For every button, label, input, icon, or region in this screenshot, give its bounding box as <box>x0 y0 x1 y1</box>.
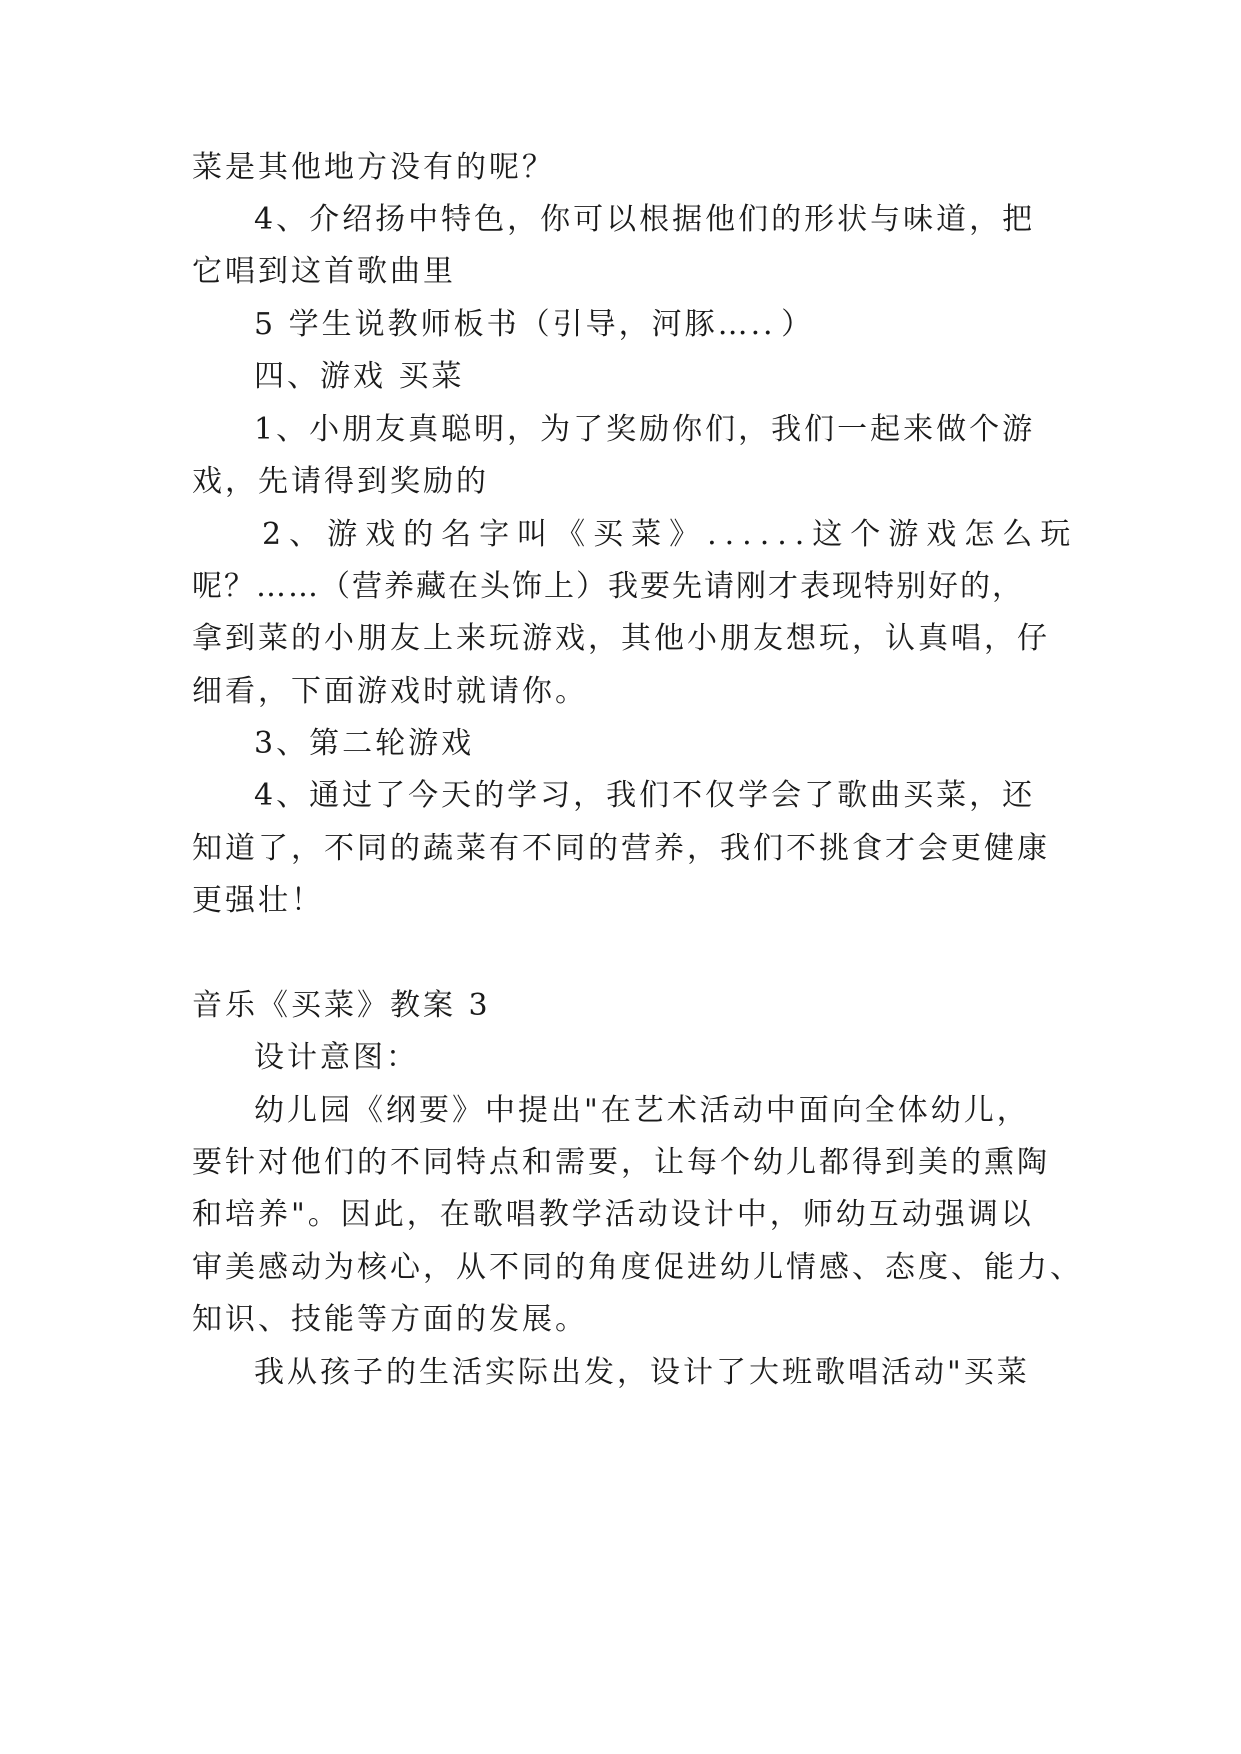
text-line: 审美感动为核心，从不同的角度促进幼儿情感、态度、能力、 <box>192 1250 1083 1285</box>
text-line: 和培养"。因此，在歌唱教学活动设计中，师幼互动强调以 <box>192 1197 1034 1232</box>
text-line: 菜是其他地方没有的呢？ <box>192 150 555 185</box>
text-line: 呢？……（营养藏在头饰上）我要先请刚才表现特别好的， <box>192 569 1024 604</box>
section-heading: 四、游戏 买菜 <box>254 359 465 394</box>
text-line: 更强壮！ <box>192 883 324 918</box>
text-line: 它唱到这首歌曲里 <box>192 254 456 289</box>
text-line: 知道了，不同的蔬菜有不同的营养，我们不挑食才会更健康 <box>192 831 1050 866</box>
text-line: 4、通过了今天的学习，我们不仅学会了歌曲买菜，还 <box>254 778 1036 813</box>
text-line: 幼儿园《纲要》中提出"在艺术活动中面向全体幼儿， <box>254 1093 1030 1128</box>
subheading: 设计意图： <box>254 1040 419 1075</box>
text-line: 4、介绍扬中特色，你可以根据他们的形状与味道，把 <box>254 202 1036 237</box>
text-line: 2、游戏的名字叫《买菜》......这个游戏怎么玩 <box>262 517 1079 552</box>
text-line: 知识、技能等方面的发展。 <box>192 1302 588 1337</box>
text-line: 细看，下面游戏时就请你。 <box>192 674 588 709</box>
text-line: 1、小朋友真聪明，为了奖励你们，我们一起来做个游 <box>254 412 1036 447</box>
text-line: 5 学生说教师板书（引导，河豚….．） <box>254 307 815 342</box>
text-line: 戏，先请得到奖励的 <box>192 464 489 499</box>
text-line: 要针对他们的不同特点和需要，让每个幼儿都得到美的熏陶 <box>192 1145 1050 1180</box>
text-line: 我从孩子的生活实际出发，设计了大班歌唱活动"买菜 <box>254 1355 1030 1390</box>
document-heading: 音乐《买菜》教案 3 <box>192 988 491 1023</box>
text-line: 3、第二轮游戏 <box>254 726 475 761</box>
text-line: 拿到菜的小朋友上来玩游戏，其他小朋友想玩，认真唱，仔 <box>192 621 1050 656</box>
